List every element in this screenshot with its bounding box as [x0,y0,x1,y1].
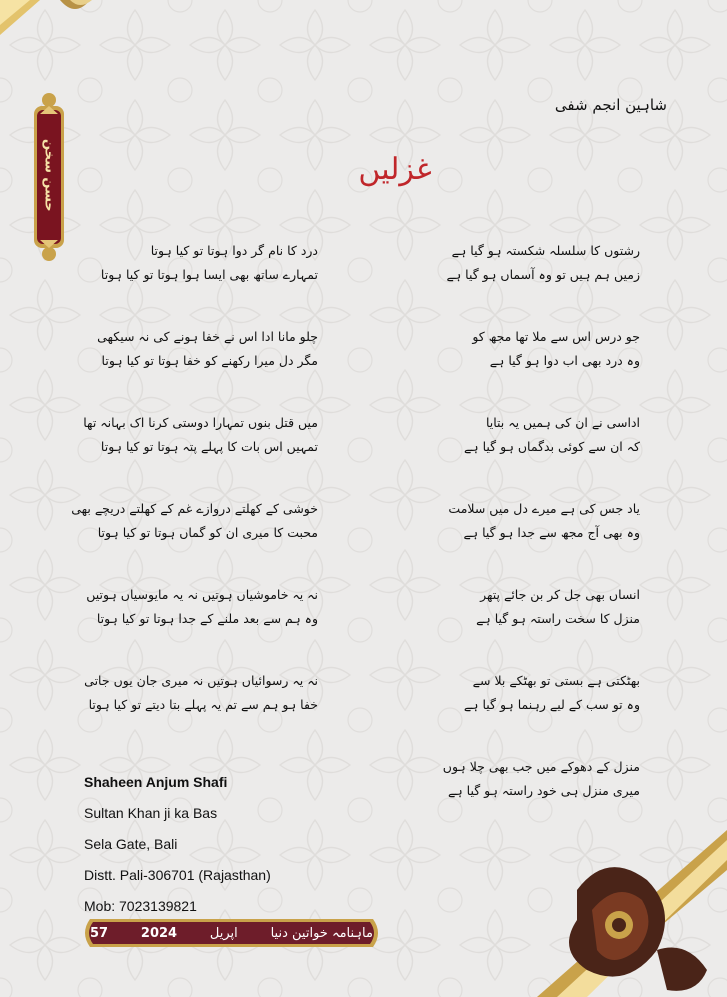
couplet [97,325,318,411]
verse-line: کہ ان سے کوئی بدگماں ہو گیا ہے [463,439,640,454]
address-line: Sela Gate, Bali [84,836,178,852]
couplet [440,583,640,669]
couplet [440,239,640,325]
verse-line: نہ یہ رسوائیاں ہوتیں نہ میری جان یوں جاتی [84,673,318,688]
couplet [440,411,640,497]
verse-line: انساں بھی جل کر بن جائے پتھر [480,587,640,602]
verse-line: زمیں ہم ہیں تو وہ آسماں ہو گیا ہے [446,267,640,282]
couplet [440,755,640,841]
couplet [440,497,640,583]
address-line: Sultan Khan ji ka Bas [84,805,218,821]
ghazal-right-column [440,239,640,841]
couplet [71,497,318,583]
verse-line: یاد جس کی ہے میرے دل میں سلامت [448,501,640,516]
couplet [83,411,318,497]
verse-line: وہ بھی آج مجھ سے جدا ہو گیا ہے [463,525,640,540]
footer-info [80,917,383,949]
verse-line: مگر دل میرا رکھنے کو خفا ہوتا تو کیا ہوتا [101,353,318,368]
page-title: غزلیں [358,152,432,187]
verse-line: میری منزل ہی خود راستہ ہو گیا ہے [448,783,640,798]
verse-line: وہ ہم سے بعد ملنے کے جدا ہوتا تو کیا ہوتا [96,611,318,626]
verse-line: خوشی کے کھلتے دروازے غم کے کھلتے دریچے بھی [71,501,318,516]
couplet [440,325,640,411]
verse-line: درد کا نام گر دوا ہوتا تو کیا ہوتا [150,243,318,258]
ghazal-left-column [71,239,318,755]
author-address [84,772,271,927]
magazine-name: ماہنامہ خواتین دنیا [270,925,373,941]
verse-line: خفا ہو ہم سے تم یہ پہلے بتا دیتے تو کیا ہوتا [88,697,318,712]
couplet [86,583,318,669]
section-badge-label: حسن سخن [41,138,57,212]
couplet [100,239,318,325]
verse-line: جو درس اس سے ملا تھا مجھ کو [472,329,640,344]
corner-ornament-top [0,0,110,40]
author-name: Shaheen Anjum Shafi [84,774,228,790]
verse-line: نہ یہ خاموشیاں ہوتیں نہ یہ مایوسیاں ہوتیں [86,587,318,602]
verse-line: رشتوں کا سلسلہ شکستہ ہو گیا ہے [451,243,640,258]
page-number: 57 [90,925,109,941]
verse-line: محبت کا میری ان کو گماں ہوتا تو کیا ہوتا [97,525,318,540]
issue-month: اپریل [209,925,238,941]
verse-line: اداسی نے ان کی ہمیں یہ بتایا [485,415,640,430]
mobile-number: Mob: 7023139821 [84,898,197,914]
verse-line: تمہیں اس بات کا پہلے پتہ ہوتا تو کیا ہوتا [100,439,318,454]
verse-line: منزل کا سخت راستہ ہو گیا ہے [476,611,640,626]
verse-line: وہ تو سب کے لیے رہنما ہو گیا ہے [463,697,640,712]
address-line: Distt. Pali-306701 (Rajasthan) [84,867,271,883]
verse-line: چلو مانا ادا اس نے خفا ہونے کی نہ سیکھی [97,329,318,344]
couplet [84,669,318,755]
issue-year: 2024 [140,925,178,941]
author-name-urdu: شاہین انجم شفی [554,96,667,114]
verse-line: وہ درد بھی اب دوا ہو گیا ہے [489,353,640,368]
verse-line: منزل کے دھوکے میں جب بھی چلا ہوں [442,759,640,774]
verse-line: تمہارے ساتھ بھی ایسا ہوا ہوتا تو کیا ہوتا [100,267,318,282]
couplet [440,669,640,755]
verse-line: میں قتل بنوں تمہارا دوستی کرنا اک بہانہ تھا [83,415,318,430]
corner-ornament-bottom [537,830,727,997]
verse-line: بھٹکتی ہے بستی تو بھٹکے بلا سے [472,673,640,688]
